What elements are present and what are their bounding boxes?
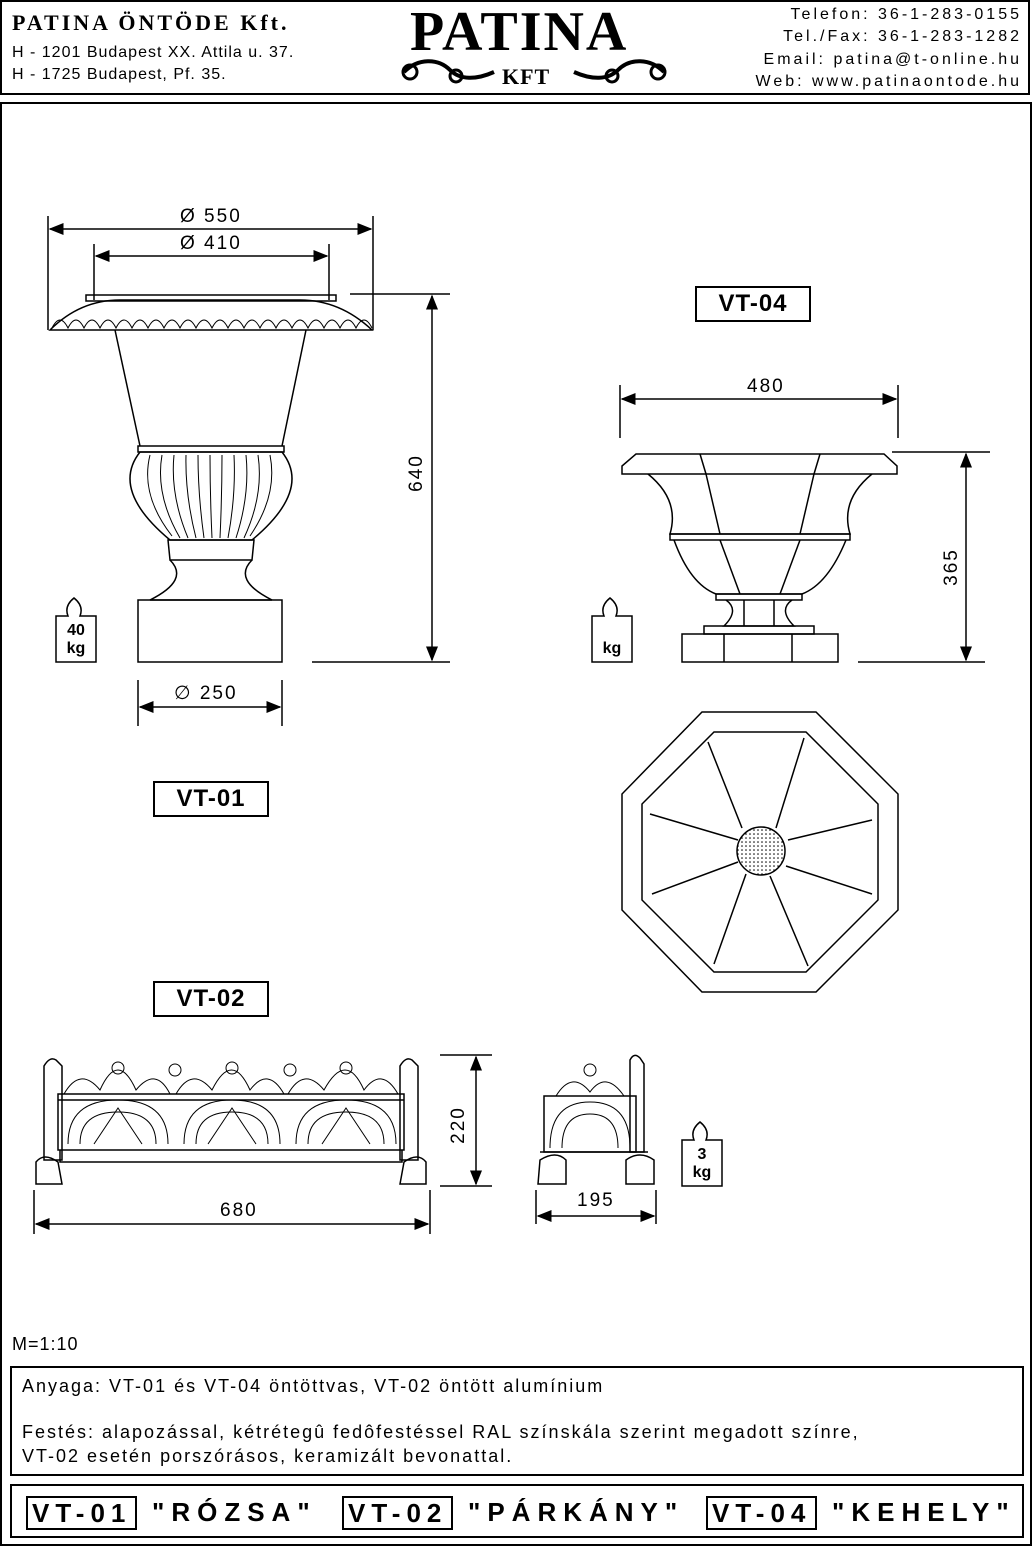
vt04-dim-width: 480 xyxy=(747,376,785,397)
vt02-weight-unit: kg xyxy=(692,1164,712,1181)
company-name: PATINA ÖNTÖDE Kft. xyxy=(12,10,290,35)
vt02-dim-length: 680 xyxy=(220,1200,258,1221)
footer-code-vt02: VT-02 xyxy=(342,1496,453,1530)
vt02-planter-side-drawing xyxy=(536,1055,722,1224)
vt01-dim-inner: Ø 410 xyxy=(180,233,242,254)
vt02-dim-height: 220 xyxy=(447,1106,469,1144)
material-note: Anyaga: VT-01 és VT-04 öntöttvas, VT-02 öntött alumínium xyxy=(22,1376,605,1396)
paint-note-1: Festés: alapozással, kétrétegû fedôfestéssel RAL színskála szerint megadott színre, xyxy=(22,1422,860,1442)
notes-box xyxy=(10,1366,1024,1476)
vt04-weight-unit: kg xyxy=(602,640,622,657)
vt01-dim-base: ∅ 250 xyxy=(174,683,238,704)
address-line-1: H - 1201 Budapest XX. Attila u. 37. xyxy=(12,44,295,61)
vt01-weight-value: 40 xyxy=(67,622,85,639)
email[interactable]: Email: patina@t-online.hu xyxy=(763,51,1022,68)
vt04-dim-height: 365 xyxy=(940,548,962,586)
footer-name-parkany: "PÁRKÁNY" xyxy=(468,1497,685,1527)
paint-note-2: VT-02 esetén porszórásos, keramizált bevonattal. xyxy=(22,1446,514,1466)
phone: Telefon: 36-1-283-0155 xyxy=(790,6,1022,23)
vt01-urn-drawing xyxy=(48,216,450,726)
vt04-chalice-drawing xyxy=(592,385,990,662)
logo-title: PATINA xyxy=(410,1,629,63)
footer-code-vt01: VT-01 xyxy=(26,1496,137,1530)
vt02-weight-value: 3 xyxy=(697,1146,707,1163)
footer-code-vt04: VT-04 xyxy=(706,1496,817,1530)
address-line-2: H - 1725 Budapest, Pf. 35. xyxy=(12,66,227,83)
vt02-planter-front-drawing xyxy=(34,1055,492,1234)
product-names-bar xyxy=(10,1484,1024,1538)
vt04-model-label: VT-04 xyxy=(695,286,811,322)
footer-name-kehely: "KEHELY" xyxy=(832,1497,1016,1527)
vt02-model-label: VT-02 xyxy=(153,981,269,1017)
scale-label: M=1:10 xyxy=(12,1334,79,1354)
vt01-dim-height: 640 xyxy=(405,454,427,492)
vt01-weight-unit: kg xyxy=(66,640,86,657)
vt01-model-label: VT-01 xyxy=(153,781,269,817)
fax: Tel./Fax: 36-1-283-1282 xyxy=(783,28,1022,45)
vt01-dim-outer: Ø 550 xyxy=(180,206,242,227)
vt04-top-view-drawing xyxy=(622,712,898,992)
logo-subtitle: KFT xyxy=(502,64,551,89)
website[interactable]: Web: www.patinaontode.hu xyxy=(755,73,1022,90)
footer-name-rozsa: "RÓZSA" xyxy=(152,1497,317,1527)
vt02-dim-depth: 195 xyxy=(577,1190,615,1211)
